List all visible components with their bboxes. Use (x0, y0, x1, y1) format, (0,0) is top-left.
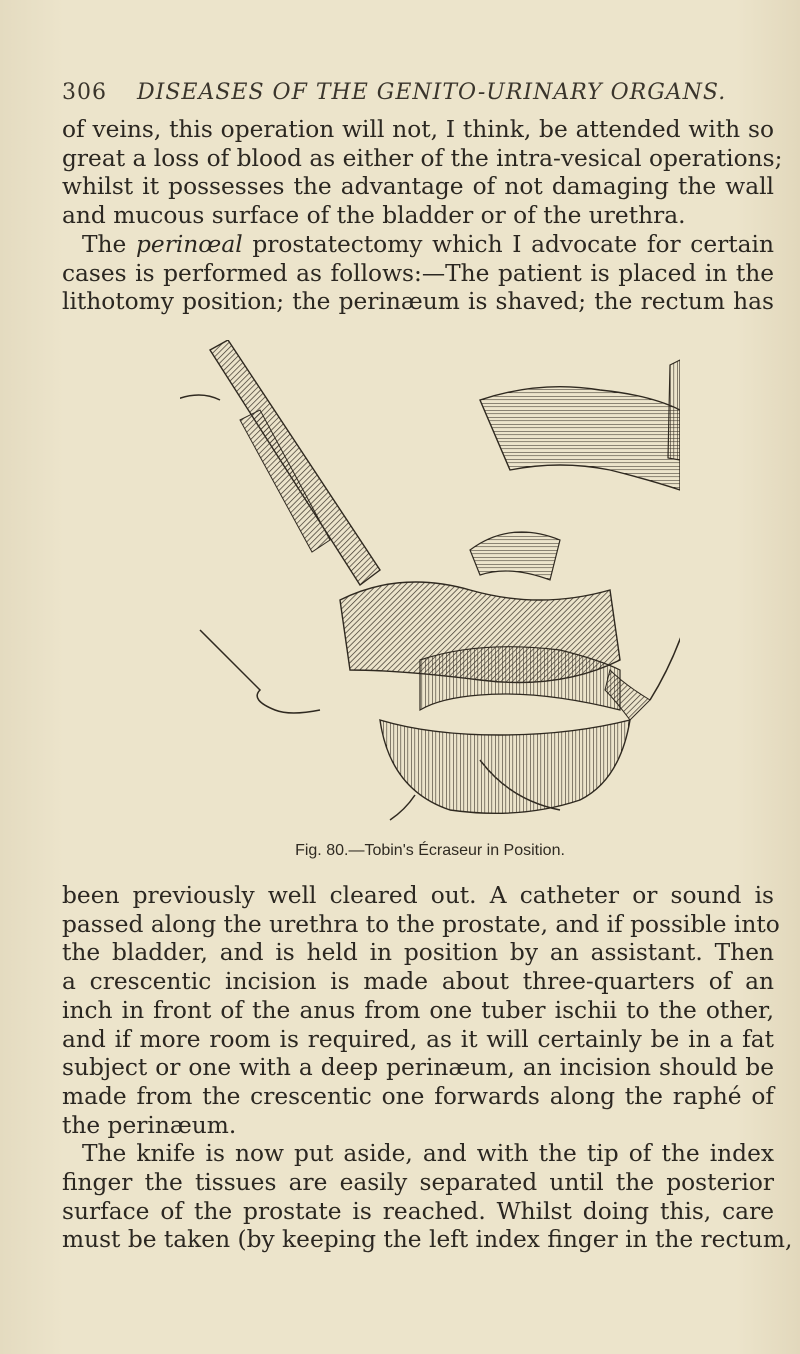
text-fragment: prostatectomy which I advocate for certain (242, 230, 774, 258)
text-line: The knife is now put aside, and with the tip of the index (82, 1140, 774, 1168)
text-line (62, 231, 774, 260)
text-line: a crescentic incision is made about three-quarters of an (62, 968, 774, 996)
paragraph-bottom-1 (62, 882, 793, 1255)
text-line: the perinæum. (62, 1111, 237, 1139)
text-line: of veins, this operation will not, I think, be attended with so (62, 116, 774, 143)
figure-caption (0, 842, 800, 860)
upper-tissue (480, 387, 680, 490)
running-head (62, 80, 762, 105)
text-fragment: The (82, 230, 136, 258)
text-line: surface of the prostate is reached. Whilst doing this, care (62, 1197, 774, 1225)
text-line: and mucous surface of the bladder or of the urethra. (62, 202, 686, 230)
left-outline (200, 630, 320, 713)
text-line: great a loss of blood as either of the intra-vesical operations; (62, 144, 783, 172)
text-line: made from the crescentic one forwards along the raphé of (62, 1082, 774, 1110)
ecraseur-illustration (180, 340, 680, 840)
text-line: lithotomy position; the perinæum is shaved; the rectum has (62, 288, 774, 316)
text-line: must be taken (by keeping the left index finger in the rectum, (62, 1226, 793, 1254)
text-line: whilst it possesses the advantage of not damaging the wall (62, 173, 774, 201)
page-number: 306 (62, 80, 107, 105)
paragraph-top (62, 116, 783, 317)
italic-term: perinœal (136, 230, 243, 258)
text-line: subject or one with a deep perinæum, an incision should be (62, 1054, 774, 1082)
text-line: and if more room is required, as it will certainly be in a fat (62, 1025, 774, 1053)
text-line: the bladder, and is held in position by an assistant. Then (62, 939, 774, 967)
running-title: DISEASES OF THE GENITO-URINARY ORGANS. (137, 80, 727, 105)
text-line: been previously well cleared out. A catheter or sound is (62, 882, 774, 909)
caption-text: Fig. 80.—Tobin's Écraseur in Position. (295, 842, 565, 859)
lower-mass (380, 720, 630, 813)
text-line: finger the tissues are easily separated until the posterior (62, 1169, 774, 1197)
instrument-shaft (210, 340, 380, 585)
text-line: cases is performed as follows:—The patient is placed in the (62, 259, 774, 287)
right-outline (650, 470, 680, 700)
text-line: passed along the urethra to the prostate, and if possible into (62, 910, 780, 938)
text-line: inch in front of the anus from one tuber ischii to the other, (62, 996, 774, 1024)
